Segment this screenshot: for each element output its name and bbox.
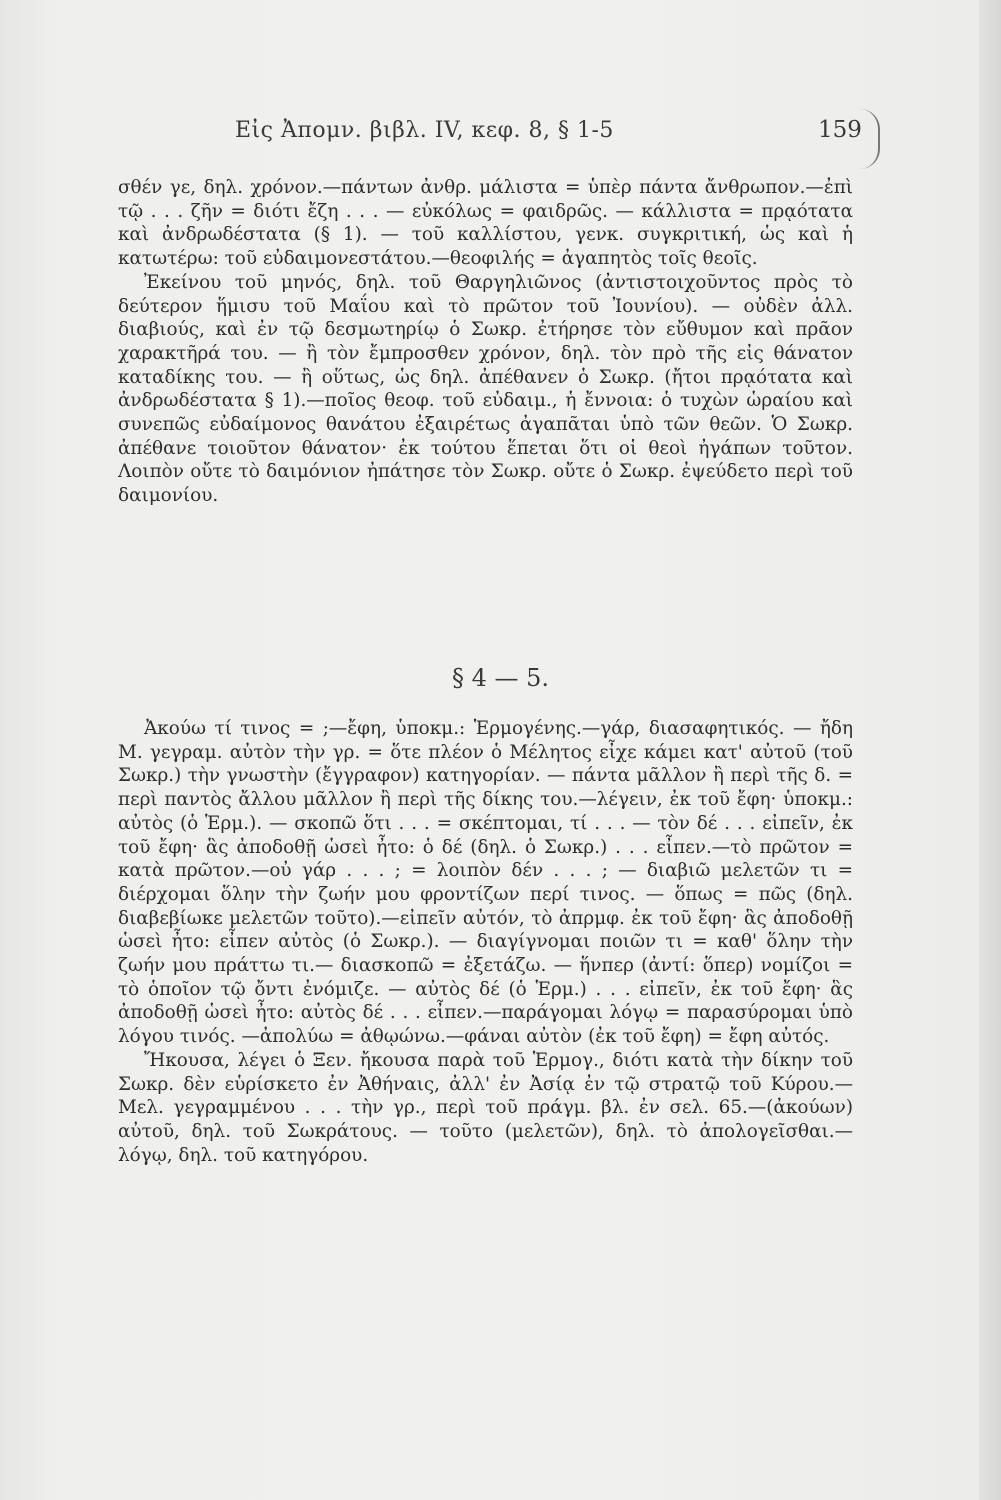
commentary-paragraph: σθέν γε, δηλ. χρόνον.—πάντων ἀνθρ. μάλιστα = ὑπὲρ πάντα ἄνθρωπον.—ἐπὶ τῷ . . . ζῆν = διότι ἔζη . . . — εὐκόλως = φαιδρῶς. — κάλλιστα = πρᾳότατα καὶ ἀνδρωδέστατα (§ 1). — τοῦ καλλίστου, γενκ. συγκριτική, ὡς καὶ ἡ κατωτέρω: τοῦ εὐδαιμονεστάτου.—θεοφιλής = ἀγαπητὸς τοῖς θεοῖς.: [118, 177, 853, 270]
commentary-block-bottom: [118, 717, 853, 1167]
running-header: Εἰς Ἀπομν. βιβλ. IV, κεφ. 8, § 1-5: [235, 118, 614, 143]
commentary-paragraph: Ἤκουσα, λέγει ὁ Ξεν. ἤκουσα παρὰ τοῦ Ἑρμογ., διότι κατὰ τὴν δίκην τοῦ Σωκρ. δὲν εὑρίσκετο ἐν Ἀθήναις, ἀλλ' ἐν Ἀσίᾳ ἐν τῷ στρατῷ τοῦ Κύρου.—Μελ. γεγραμμένου . . . τὴν γρ., περὶ τοῦ πράγμ. βλ. ἐν σελ. 65.—(ἀκούων) αὐτοῦ, δηλ. τοῦ Σωκράτους. — τοῦτο (μελετῶν), δηλ. τὸ ἀπολογεῖσθαι.—λόγῳ, δηλ. τοῦ κατηγόρου.: [118, 1049, 853, 1166]
commentary-block-top: [118, 176, 853, 508]
commentary-paragraph: Ἐκείνου τοῦ μηνός, δηλ. τοῦ Θαργηλιῶνος (ἀντιστοιχοῦντος πρὸς τὸ δεύτερον ἥμισυ τοῦ Μαΐου καὶ τὸ πρῶτον τοῦ Ἰουνίου). — οὐδὲν ἀλλ. διαβιούς, καὶ ἐν τῷ δεσμωτηρίῳ ὁ Σωκρ. ἐτήρησε τὸν εὔθυμον καὶ πρᾶον χαρακτῆρά του. — ἢ τὸν ἔμπροσθεν χρόνον, δηλ. τὸν πρὸ τῆς εἰς θάνατον καταδίκης του. — ἢ οὕτως, ὡς δηλ. ἀπέθανεν ὁ Σωκρ. (ἤτοι πρᾳότατα καὶ ἀνδρωδέστατα § 1).—ποῖος θεοφ. τοῦ εὐδαιμ., ἡ ἔννοια: ὁ τυχὼν ὡραίου καὶ συνεπῶς εὐδαίμονος θανάτου ἐξαιρέτως ἀγαπᾶται ὑπὸ τῶν θεῶν. Ὁ Σωκρ. ἀπέθανε τοιοῦτον θάνατον· ἐκ τούτου ἕπεται ὅτι οἱ θεοὶ ἠγάπων τοῦτον. Λοιπὸν οὔτε τὸ δαιμόνιον ἠπάτησε τὸν Σωκρ. οὔτε ὁ Σωκρ. ἐψεύδετο περὶ τοῦ δαιμονίου.: [118, 271, 853, 507]
section-heading: § 4 — 5.: [451, 664, 550, 692]
page-edge: [979, 0, 1001, 1500]
commentary-paragraph: Ἀκούω τί τινος = ;—ἔφη, ὑποκμ.: Ἑρμογένης.—γάρ, διασαφητικός. — ἤδη Μ. γεγραμ. αὐτὸν τὴν γρ. = ὅτε πλέον ὁ Μέλητος εἶχε κάμει κατ' αὐτοῦ (τοῦ Σωκρ.) τὴν γνωστὴν (ἔγγραφον) κατηγορίαν. — πάντα μᾶλλον ἢ περὶ τῆς δ. = περὶ παντὸς ἄλλου μᾶλλον ἢ περὶ τῆς δίκης του.—λέγειν, ἐκ τοῦ ἔφη· ὑποκμ.: αὐτὸς (ὁ Ἑρμ.). — σκοπῶ ὅτι . . . = σκέπτομαι, τί . . . — τὸν δέ . . . εἰπεῖν, ἐκ τοῦ ἔφη· ἃς ἀποδοθῇ ὡσεὶ ἦτο: ὁ δέ (δηλ. ὁ Σωκρ.) . . . εἶπεν.—τὸ πρῶτον = κατὰ πρῶτον.—οὐ γάρ . . . ; = λοιπὸν δέν . . . ; — διαβιῶ μελετῶν τι = διέρχομαι ὅλην τὴν ζωήν μου φροντίζων περί τινος. — ὅπως = πῶς (δηλ. διαβεβίωκε μελετῶν τοῦτο).—εἰπεῖν αὐτόν, τὸ ἀπρμφ. ἐκ τοῦ ἔφη· ἃς ἀποδοθῇ ὡσεὶ ἦτο: εἶπεν αὐτὸς (ὁ Σωκρ.). — διαγίγνομαι ποιῶν τι = καθ' ὅλην τὴν ζωήν μου πράττω τι.— διασκοπῶ = ἐξετάζω. — ἥνπερ (ἀντί: ὅπερ) νομίζοι = τὸ ὁποῖον τῷ ὄντι ἐνόμιζε. — αὐτὸς δέ (ὁ Ἑρμ.) . . . εἰπεῖν, ἐκ τοῦ ἔφη· ἃς ἀποδοθῇ ὡσεὶ ἦτο: αὐτὸς δέ . . . εἶπεν.—παράγομαι λόγῳ = παρασύρομαι ὑπὸ λόγου τινός. —ἀπολύω = ἀθῳώνω.—φάναι αὐτὸν (ἐκ τοῦ ἔφη) = ἔφη αὐτός.: [118, 718, 853, 1048]
page-number: 159: [818, 117, 862, 143]
